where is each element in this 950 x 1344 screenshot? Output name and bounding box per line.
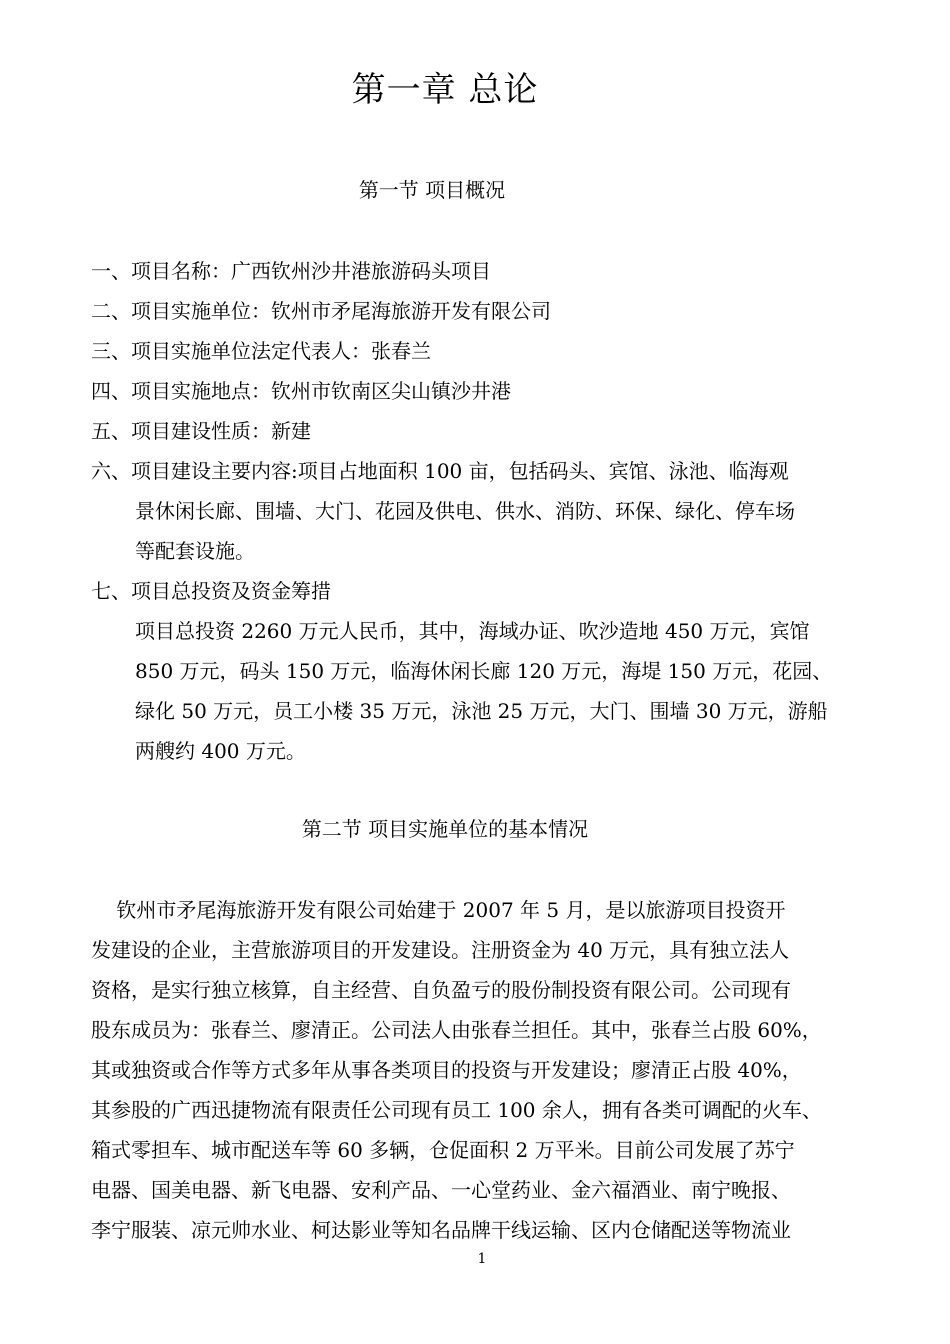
list-item-implementing-unit: 二、项目实施单位：钦州市矛尾海旅游开发有限公司 (91, 299, 551, 323)
paragraph-line: 资格，是实行独立核算，自主经营、自负盈亏的股份制投资有限公司。公司现有 (91, 978, 791, 1002)
paragraph-line: 李宁服装、凉元帅水业、柯达影业等知名品牌干线运输、区内仓储配送等物流业 (91, 1218, 791, 1242)
list-item-construction-content-line3: 等配套设施。 (135, 539, 255, 563)
investment-line4: 两艘约 400 万元。 (135, 739, 306, 763)
list-item-legal-representative: 三、项目实施单位法定代表人：张春兰 (91, 339, 431, 363)
chapter-title: 第一章 总论 (351, 70, 539, 110)
project-overview-list (91, 251, 871, 771)
paragraph-line: 其参股的广西迅捷物流有限责任公司现有员工 100 余人，拥有各类可调配的火车、 (91, 1098, 822, 1122)
paragraph-line: 电器、国美电器、新飞电器、安利产品、一心堂药业、金六福酒业、南宁晚报、 (91, 1178, 791, 1202)
investment-line3: 绿化 50 万元，员工小楼 35 万元，泳池 25 万元，大门、围墙 30 万元，游船 (135, 699, 828, 723)
list-item-project-name: 一、项目名称：广西钦州沙井港旅游码头项目 (91, 259, 491, 283)
section-title-project-overview: 第一节 项目概况 (358, 178, 506, 202)
list-item-construction-content-line2: 景休闲长廊、围墙、大门、花园及供电、供水、消防、环保、绿化、停车场 (135, 499, 795, 523)
list-item-construction-content-line1: 六、项目建设主要内容:项目占地面积 100 亩，包括码头、宾馆、泳池、临海观 (91, 459, 789, 483)
paragraph-line: 钦州市矛尾海旅游开发有限公司始建于 2007 年 5 月，是以旅游项目投资开 (91, 898, 786, 922)
paragraph-line: 发建设的企业，主营旅游项目的开发建设。注册资金为 40 万元，具有独立法人 (91, 938, 790, 962)
company-info-paragraph (91, 890, 871, 1250)
section-title-company-info: 第二节 项目实施单位的基本情况 (301, 817, 589, 841)
investment-line1: 项目总投资 2260 万元人民币，其中，海域办证、吹沙造地 450 万元，宾馆 (135, 619, 810, 643)
investment-line2: 850 万元，码头 150 万元，临海休闲长廊 120 万元，海堤 150 万元，花园、 (135, 659, 833, 683)
list-item-location: 四、项目实施地点：钦州市钦南区尖山镇沙井港 (91, 379, 511, 403)
list-item-investment-heading: 七、项目总投资及资金筹措 (91, 579, 331, 603)
paragraph-line: 箱式零担车、城市配送车等 60 多辆，仓促面积 2 万平米。目前公司发展了苏宁 (91, 1138, 795, 1162)
paragraph-line: 股东成员为：张春兰、廖清正。公司法人由张春兰担任。其中，张春兰占股 60%， (91, 1018, 822, 1042)
page-number: 1 (477, 1251, 487, 1267)
list-item-construction-nature: 五、项目建设性质：新建 (91, 419, 311, 443)
paragraph-line: 其或独资或合作等方式多年从事各类项目的投资与开发建设；廖清正占股 40%， (91, 1058, 802, 1082)
